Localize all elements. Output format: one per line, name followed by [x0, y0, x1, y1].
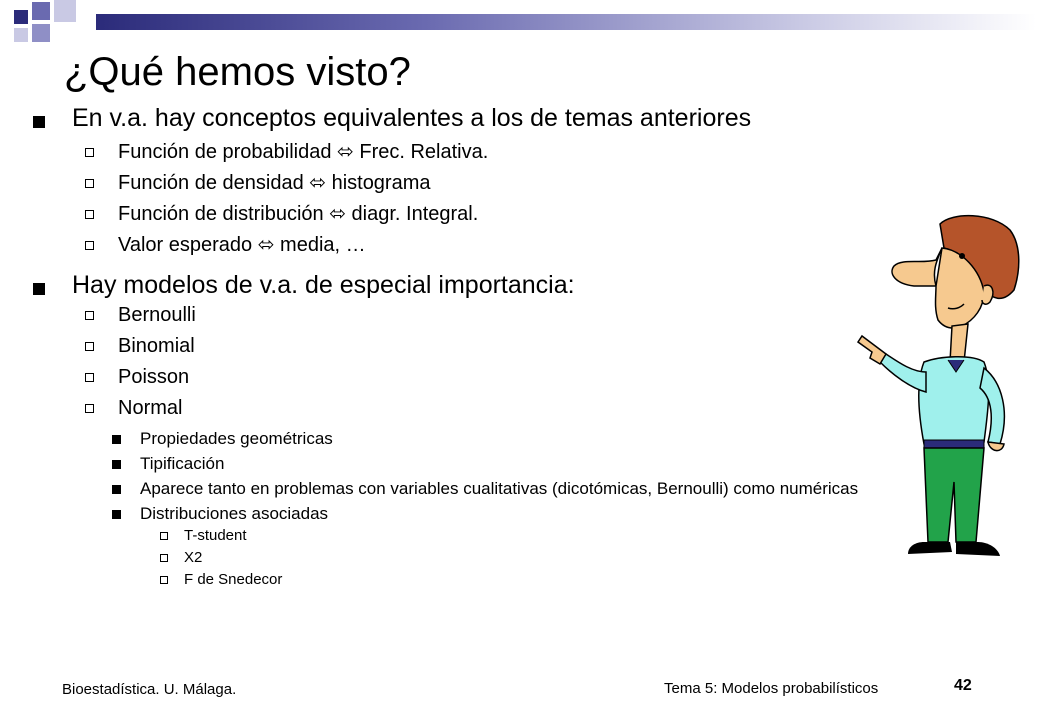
- page-number: 42: [954, 677, 972, 694]
- hollow-square-bullet-icon: [85, 179, 94, 188]
- sub-item-text: Función de probabilidad ⬄ Frec. Relativa.: [118, 141, 489, 163]
- hollow-square-bullet-icon: [85, 210, 94, 219]
- footer-institution: Bioestadística. U. Málaga.: [62, 681, 237, 698]
- pointing-man-illustration: [852, 212, 1022, 562]
- corner-square-light-2: [14, 28, 28, 42]
- sub-item: [72, 300, 890, 331]
- associated-item-text: T-student: [184, 527, 247, 544]
- normal-item-text: Propiedades geométricas: [140, 429, 333, 448]
- corner-square-light: [54, 0, 76, 22]
- associated-item: [72, 526, 890, 546]
- sub-item: [72, 199, 890, 230]
- sub-item-text: Normal: [118, 397, 183, 419]
- hollow-square-bullet-icon: [160, 554, 168, 562]
- normal-item-text: Tipificación: [140, 454, 225, 473]
- bullet-important-models: [30, 271, 890, 590]
- sub-item: [72, 168, 890, 199]
- slide-content: [30, 104, 890, 596]
- footer-topic: Tema 5: Modelos probabilísticos: [664, 680, 879, 697]
- sub-item-text: Función de distribución ⬄ diagr. Integral.: [118, 203, 479, 225]
- corner-square-mid: [32, 2, 50, 20]
- hollow-square-bullet-icon: [160, 576, 168, 584]
- normal-sub-list: [72, 429, 890, 590]
- sub-item-text: Función de densidad ⬄ histograma: [118, 172, 431, 194]
- square-bullet-icon: [112, 460, 121, 469]
- sub-item: [72, 362, 890, 393]
- sub-item-text: Bernoulli: [118, 304, 196, 326]
- normal-item-text: Distribuciones asociadas: [140, 504, 329, 523]
- associated-item-text: X2: [184, 549, 203, 566]
- sub-item: [72, 230, 890, 261]
- normal-item-text: Aparece tanto en problemas con variables cualitativas (dicotómicas, Bernoulli) como numéricas: [140, 479, 859, 498]
- square-bullet-icon: [112, 485, 121, 494]
- bullet-list: [30, 104, 890, 590]
- normal-item-associated: [72, 504, 890, 590]
- normal-item: [72, 454, 890, 473]
- sub-item: [72, 137, 890, 168]
- hollow-square-bullet-icon: [85, 342, 94, 351]
- sub-list: [72, 137, 890, 261]
- square-bullet-icon: [33, 283, 45, 295]
- bullet-text: En v.a. hay conceptos equivalentes a los de temas anteriores: [72, 104, 752, 132]
- normal-item: [72, 429, 890, 448]
- square-bullet-icon: [112, 510, 121, 519]
- hollow-square-bullet-icon: [85, 241, 94, 250]
- bullet-equivalent-concepts: [30, 104, 890, 261]
- associated-item-text: F de Snedecor: [184, 571, 283, 588]
- normal-item: [72, 479, 890, 498]
- square-bullet-icon: [112, 435, 121, 444]
- sub-item-text: Valor esperado ⬄ media, …: [118, 234, 366, 256]
- associated-item: [72, 570, 890, 590]
- hollow-square-bullet-icon: [85, 404, 94, 413]
- slide-title: ¿Qué hemos visto?: [64, 50, 411, 94]
- sub-item: [72, 331, 890, 362]
- associated-list: [72, 526, 890, 590]
- corner-square-dark: [14, 10, 28, 24]
- sub-list: [72, 300, 890, 590]
- bullet-text: Hay modelos de v.a. de especial importancia:: [72, 271, 575, 299]
- corner-square-mid-2: [32, 24, 50, 42]
- sub-item-text: Poisson: [118, 366, 190, 388]
- hollow-square-bullet-icon: [85, 311, 94, 320]
- hollow-square-bullet-icon: [85, 373, 94, 382]
- header-gradient-bar: [96, 14, 1036, 30]
- associated-item: [72, 548, 890, 568]
- hollow-square-bullet-icon: [85, 148, 94, 157]
- sub-item-text: Binomial: [118, 335, 195, 357]
- sub-item-normal: [72, 393, 890, 590]
- hollow-square-bullet-icon: [160, 532, 168, 540]
- square-bullet-icon: [33, 116, 45, 128]
